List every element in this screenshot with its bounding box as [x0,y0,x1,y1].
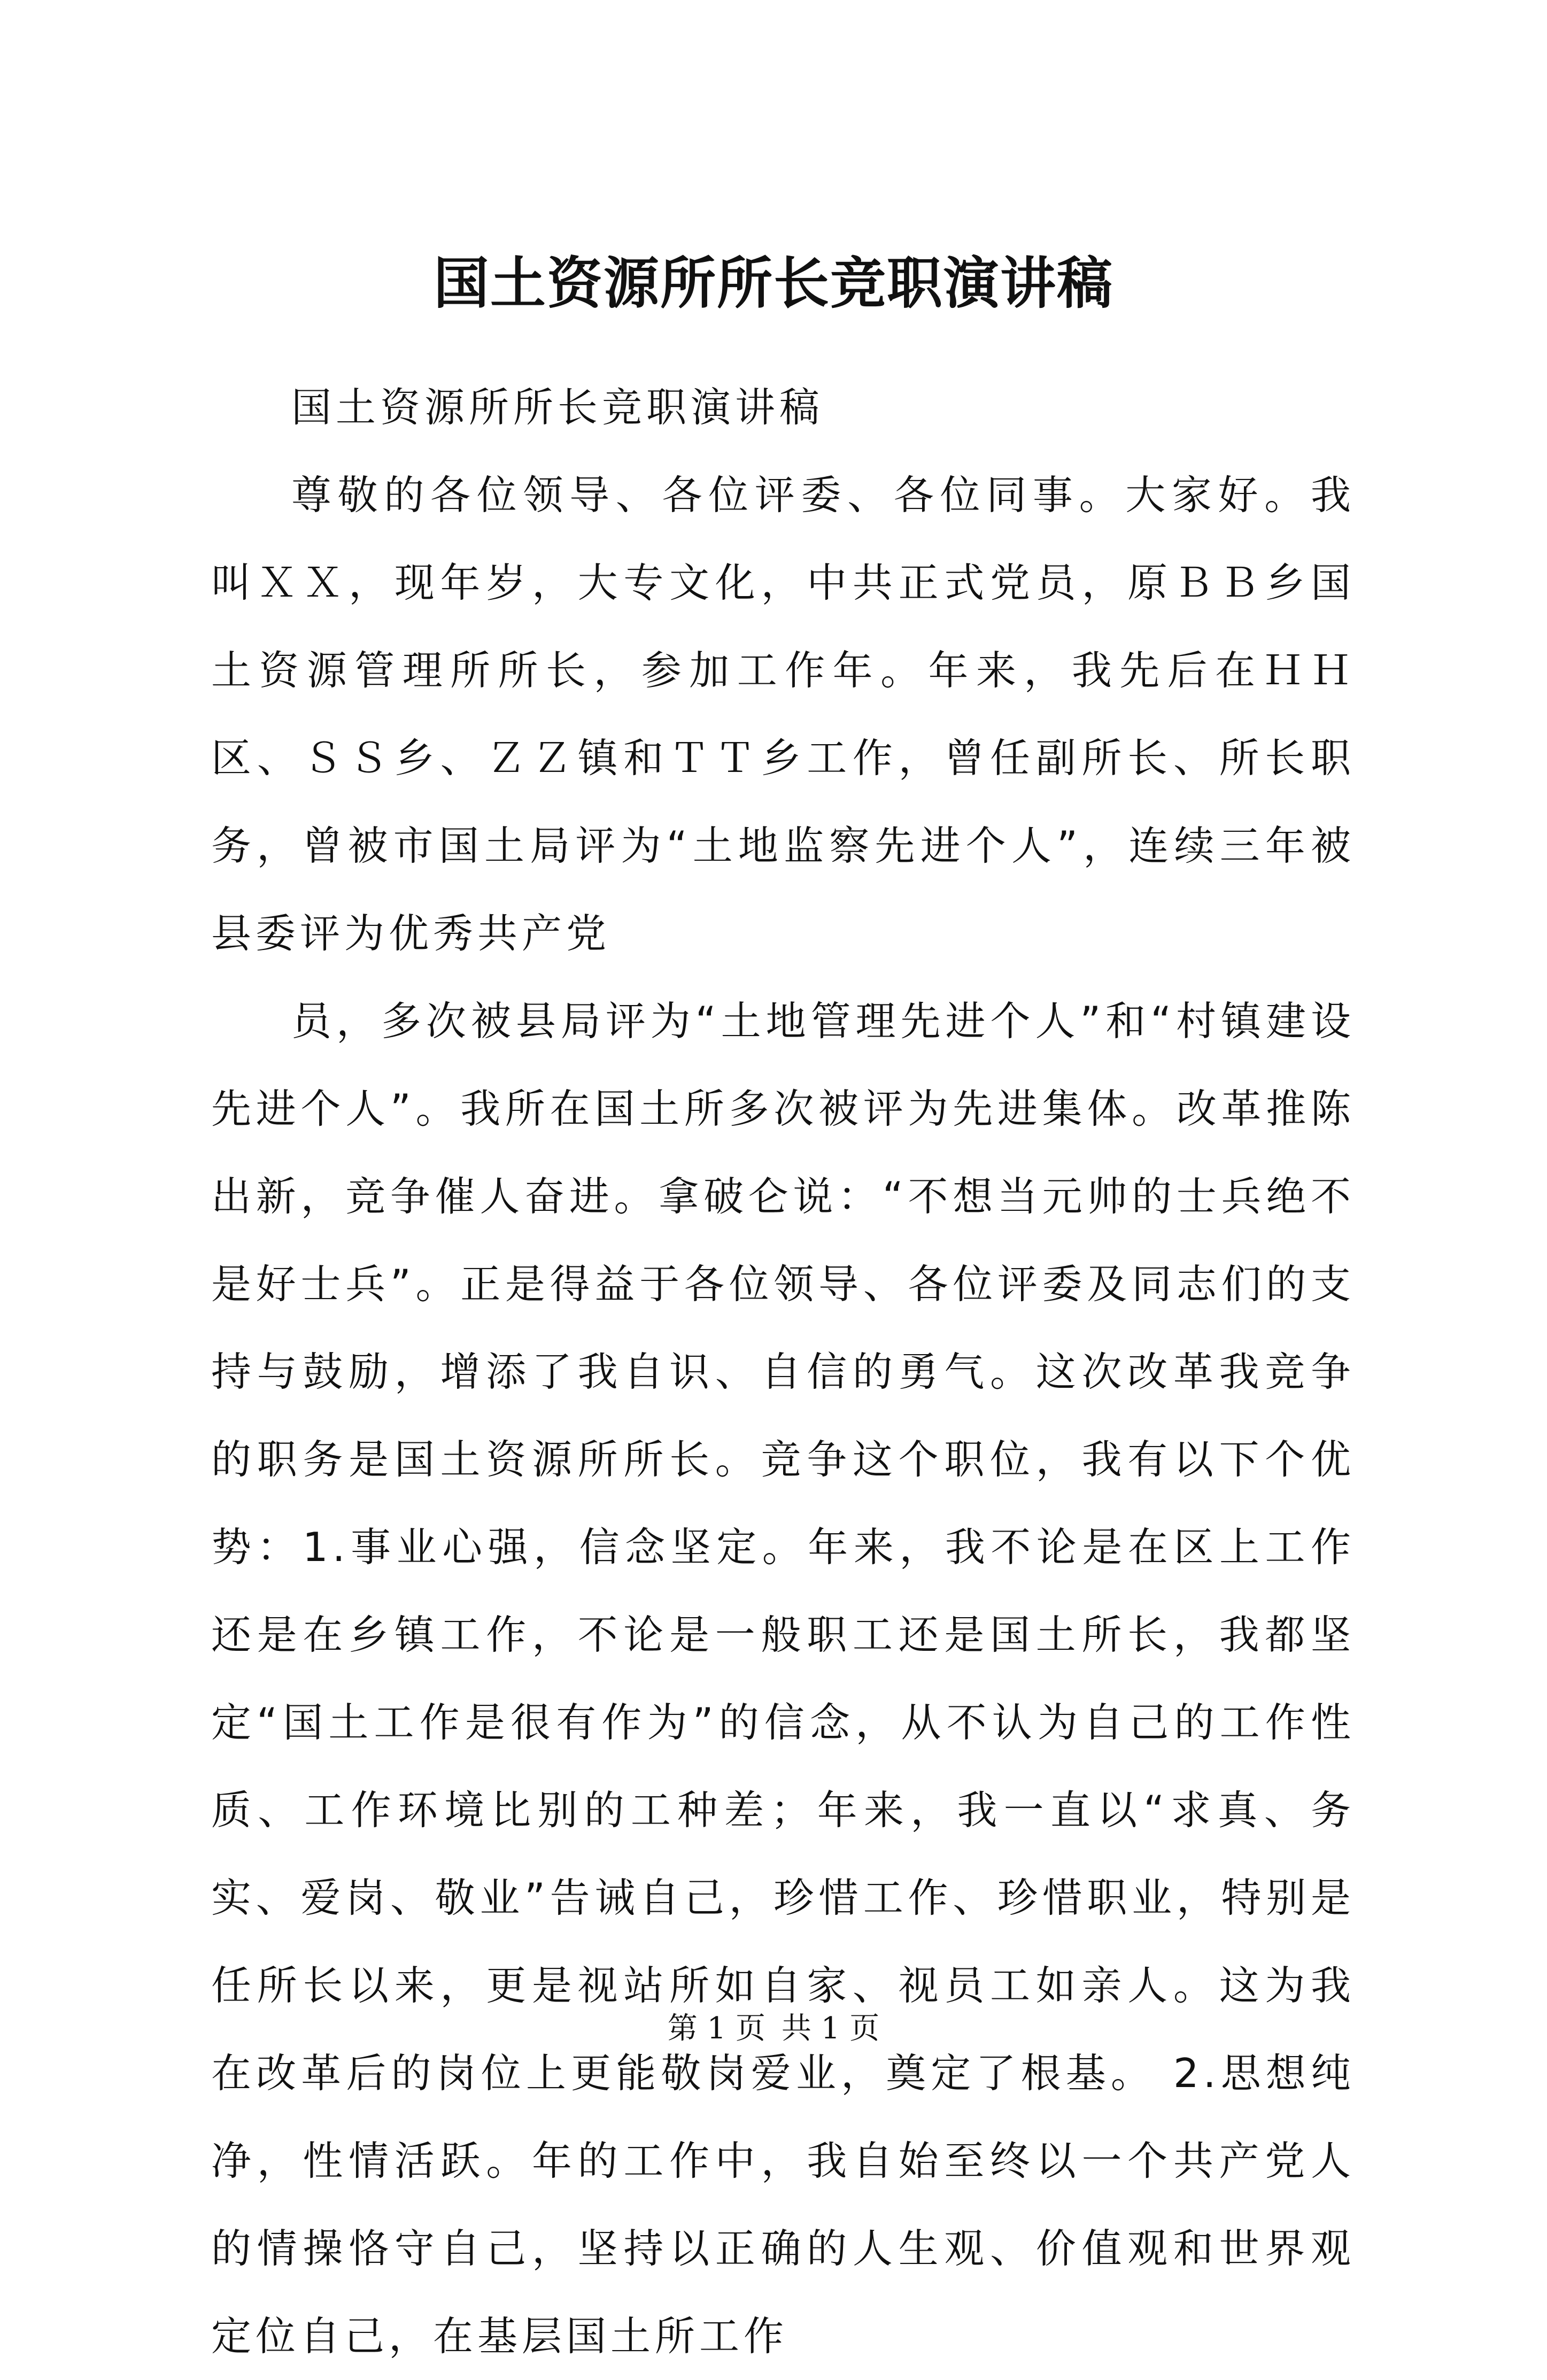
paragraph-advantages: 员，多次被县局评为“土地管理先进个人”和“村镇建设先进个人”。我所在国土所多次被评为先进集体。改革推陈出新，竞争催人奋进。拿破仑说：“不想当元帅的士兵绝不是好士兵”。正是得益于各位领导、各位评委及同志们的支持与鼓励，增添了我自识、自信的勇气。这次改革我竞争的职务是国土资源所所长。竞争这个职位，我有以下个优势：1.事业心强，信念坚定。年来，我不论是在区上工作还是在乡镇工作，不论是一般职工还是国土所长，我都坚定“国土工作是很有作为”的信念，从不认为自己的工作性质、工作环境比别的工种差；年来，我一直以“求真、务实、爱岗、敬业”告诫自己，珍惜工作、珍惜职业，特别是任所长以来，更是视站所如自家、视员工如亲人。这为我在改革后的岗位上更能敬岗爱业，奠定了根基。 2.思想纯净，性情活跃。年的工作中，我自始至终以一个共产党人的情操恪守自己，坚持以正确的人生观、价值观和世界观定位自己，在基层国土所工作 [211,998,1355,2360]
document-body [211,364,1355,2380]
paragraph-introduction: 尊敬的各位领导、各位评委、各位同事。大家好。我叫ＸＸ，现年岁，大专文化，中共正式党员，原ＢＢ乡国土资源管理所所长，参加工作年。年来，我先后在ＨＨ区、ＳＳ乡、ＺＺ镇和ＴＴ乡工作，曾任副所长、所长职务，曾被市国土局评为“土地监察先进个人”，连续三年被县委评为优秀共产党 [211,472,1355,957]
page-number: 第 1 页 [667,2011,765,2046]
document-title: 国土资源所所长竞职演讲稿 [433,250,1113,316]
page-footer [0,2007,1547,2050]
paragraph-subtitle: 国土资源所所长竞职演讲稿 [291,384,824,431]
page-total: 共 1 页 [782,2011,880,2046]
